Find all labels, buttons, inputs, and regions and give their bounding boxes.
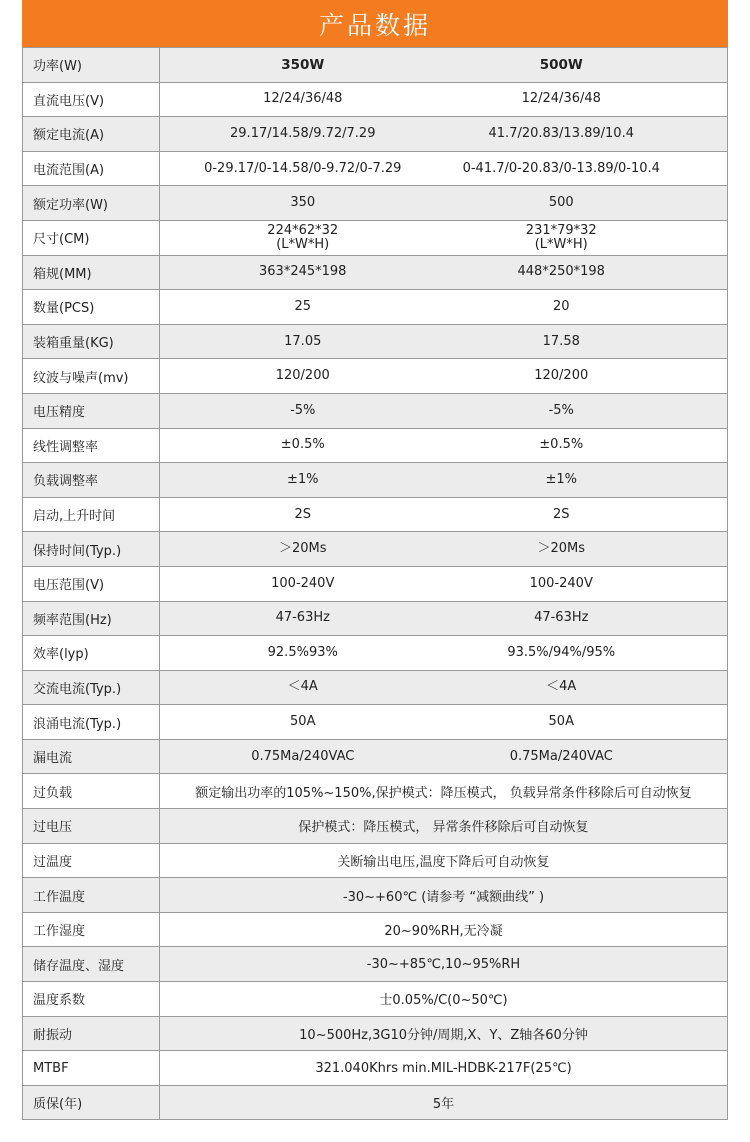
row-label: 过温度: [23, 844, 160, 878]
model-1-value: 92.5%93%: [267, 644, 338, 660]
row-label: 耐振动: [23, 1017, 160, 1051]
row-values: [160, 152, 727, 186]
model-2-value: 93.5%/94%/95%: [507, 644, 616, 660]
table-row: [23, 498, 727, 533]
row-values: [160, 1017, 727, 1051]
model-1-header: 350W: [281, 56, 325, 73]
table-row: [23, 186, 727, 221]
row-values: [160, 325, 727, 359]
model-2-header: 500W: [539, 56, 583, 73]
spanning-value: 额定输出功率的105%~150%,保护模式：降压模式， 负载异常条件移除后可自动恢复: [195, 785, 692, 801]
table-row: [23, 83, 727, 118]
row-values: [160, 498, 727, 532]
spanning-value: 321.040Khrs min.MIL-HDBK-217F(25℃): [315, 1060, 572, 1076]
row-values: [160, 290, 727, 324]
row-values: [160, 740, 727, 774]
table-row: [23, 705, 727, 740]
row-label: 温度系数: [23, 982, 160, 1016]
table-row: [23, 463, 727, 498]
row-label: 装箱重量(KG): [23, 325, 160, 359]
row-label: 工作温度: [23, 878, 160, 912]
table-row: [23, 325, 727, 360]
table-row: [23, 774, 727, 809]
row-values: [160, 463, 727, 497]
row-label: 直流电压(V): [23, 83, 160, 117]
row-values: [160, 947, 727, 981]
model-2-value: 0-41.7/0-20.83/0-13.89/0-10.4: [462, 160, 660, 176]
row-values: [160, 636, 727, 670]
dimension-unit: (L*W*H): [276, 236, 330, 252]
model-1-value: 363*245*198: [259, 264, 347, 280]
table-row: [23, 636, 727, 671]
row-label: 保持时间(Typ.): [23, 532, 160, 566]
model-1-value: ±0.5%: [280, 437, 325, 453]
model-1-value: [160, 224, 444, 252]
row-values: [160, 671, 727, 705]
row-label: 箱规(MM): [23, 256, 160, 290]
table-row: [23, 1017, 727, 1052]
row-label: 数量(PCS): [23, 290, 160, 324]
model-2-value: 12/24/36/48: [521, 91, 601, 107]
spanning-value: 10~500Hz,3G10分钟/周期,X、Y、Z轴各60分钟: [299, 1027, 588, 1043]
table-row: [23, 290, 727, 325]
row-label: 浪涌电流(Typ.): [23, 705, 160, 739]
row-label: 纹波与噪声(mv): [23, 359, 160, 393]
table-row: [23, 256, 727, 291]
model-1-value: 47-63Hz: [275, 610, 330, 626]
row-values: [160, 1051, 727, 1085]
row-label: 过电压: [23, 809, 160, 843]
table-row: [23, 567, 727, 602]
model-1-value: 0-29.17/0-14.58/0-9.72/0-7.29: [204, 160, 402, 176]
model-2-value: 120/200: [534, 368, 589, 384]
model-1-value: 12/24/36/48: [263, 91, 343, 107]
model-1-value: 17.05: [284, 333, 322, 349]
row-label: 线性调整率: [23, 429, 160, 463]
row-label: 启动,上升时间: [23, 498, 160, 532]
model-1-value: 2S: [294, 506, 312, 522]
row-label: 电流范围(A): [23, 152, 160, 186]
row-label: 负载调整率: [23, 463, 160, 497]
model-1-value: -5%: [290, 402, 316, 418]
row-values: [160, 186, 727, 220]
model-1-value: 100-240V: [271, 575, 335, 591]
spanning-value: 5年: [432, 1097, 455, 1113]
table-row: [23, 117, 727, 152]
table-row: [23, 429, 727, 464]
table-row: [23, 221, 727, 256]
spanning-value: -30~+60℃ (请参考 “减额曲线” ): [342, 889, 545, 905]
row-label: 效率(lyp): [23, 636, 160, 670]
table-row: [23, 878, 727, 913]
model-1-value: 0.75Ma/240VAC: [251, 748, 355, 764]
model-2-value: 20: [552, 298, 570, 314]
row-values: [160, 913, 727, 947]
row-label: 频率范围(Hz): [23, 602, 160, 636]
spanning-value: 士0.05%/C(0~50℃): [379, 993, 508, 1009]
model-2-value: ±0.5%: [539, 437, 584, 453]
model-1-value: 120/200: [275, 368, 330, 384]
model-2-value: 2S: [552, 506, 570, 522]
dimension-unit: (L*W*H): [534, 236, 588, 252]
table-row: [23, 1086, 727, 1121]
model-1-value: 25: [294, 298, 312, 314]
row-values: [160, 359, 727, 393]
row-values: [160, 429, 727, 463]
dimension-value: 231*79*32: [525, 222, 597, 238]
row-label: 电压精度: [23, 394, 160, 428]
row-values: [160, 602, 727, 636]
table-row: [23, 809, 727, 844]
table-row: [23, 394, 727, 429]
row-label: MTBF: [23, 1051, 160, 1085]
model-2-value: 100-240V: [529, 575, 593, 591]
table-row: [23, 913, 727, 948]
model-2-value: ＞20Ms: [537, 541, 586, 557]
row-values: [160, 705, 727, 739]
row-label: 功率(W): [23, 48, 160, 82]
table-row: [23, 740, 727, 775]
table-row: [23, 1051, 727, 1086]
row-values: [160, 774, 727, 808]
row-values: [160, 567, 727, 601]
table-row: [23, 982, 727, 1017]
model-2-value: 448*250*198: [517, 264, 605, 280]
row-values: [160, 878, 727, 912]
page-title: 产品数据: [22, 0, 728, 47]
row-values: [160, 256, 727, 290]
row-label: 质保(年): [23, 1086, 160, 1120]
model-2-value: 41.7/20.83/13.89/10.4: [488, 125, 634, 141]
table-row: [23, 359, 727, 394]
spanning-value: 保护模式：降压模式， 异常条件移除后可自动恢复: [298, 820, 589, 836]
model-1-value: ±1%: [286, 471, 319, 487]
row-label: 储存温度、湿度: [23, 947, 160, 981]
dimension-value: 224*62*32: [267, 222, 339, 238]
model-1-value: 350: [290, 195, 316, 211]
row-label: 额定功率(W): [23, 186, 160, 220]
spanning-value: 关断输出电压,温度下降后可自动恢复: [337, 854, 550, 870]
model-2-value: 500: [548, 195, 574, 211]
row-values: [160, 844, 727, 878]
row-label: 工作湿度: [23, 913, 160, 947]
row-values: [160, 982, 727, 1016]
model-2-value: 50A: [548, 714, 574, 730]
table-row: [23, 671, 727, 706]
row-label: 额定电流(A): [23, 117, 160, 151]
table-row: [23, 532, 727, 567]
row-values: [160, 809, 727, 843]
table-row: [23, 947, 727, 982]
spanning-value: 20~90%RH,无冷凝: [384, 924, 503, 940]
row-values: [160, 48, 727, 82]
table-row: [23, 48, 727, 83]
model-2-value: [444, 224, 728, 252]
row-label: 尺寸(CM): [23, 221, 160, 255]
model-1-value: 29.17/14.58/9.72/7.29: [230, 125, 376, 141]
model-1-value: 50A: [290, 714, 316, 730]
model-1-value: ＜4A: [287, 679, 318, 695]
model-2-value: ＜4A: [546, 679, 577, 695]
table-row: [23, 602, 727, 637]
row-values: [160, 394, 727, 428]
spec-table: [22, 47, 728, 1120]
table-row: [23, 844, 727, 879]
row-label: 交流电流(Typ.): [23, 671, 160, 705]
row-label: 电压范围(V): [23, 567, 160, 601]
model-2-value: 0.75Ma/240VAC: [509, 748, 613, 764]
model-1-value: ＞20Ms: [278, 541, 327, 557]
row-label: 过负载: [23, 774, 160, 808]
row-values: [160, 1086, 727, 1120]
row-values: [160, 83, 727, 117]
spanning-value: -30~+85℃,10~95%RH: [366, 956, 521, 972]
row-values: [160, 532, 727, 566]
row-values: [160, 117, 727, 151]
table-row: [23, 152, 727, 187]
model-2-value: 47-63Hz: [534, 610, 589, 626]
row-values: [160, 221, 727, 255]
row-label: 漏电流: [23, 740, 160, 774]
model-2-value: ±1%: [545, 471, 578, 487]
model-2-value: 17.58: [542, 333, 580, 349]
model-2-value: -5%: [548, 402, 574, 418]
